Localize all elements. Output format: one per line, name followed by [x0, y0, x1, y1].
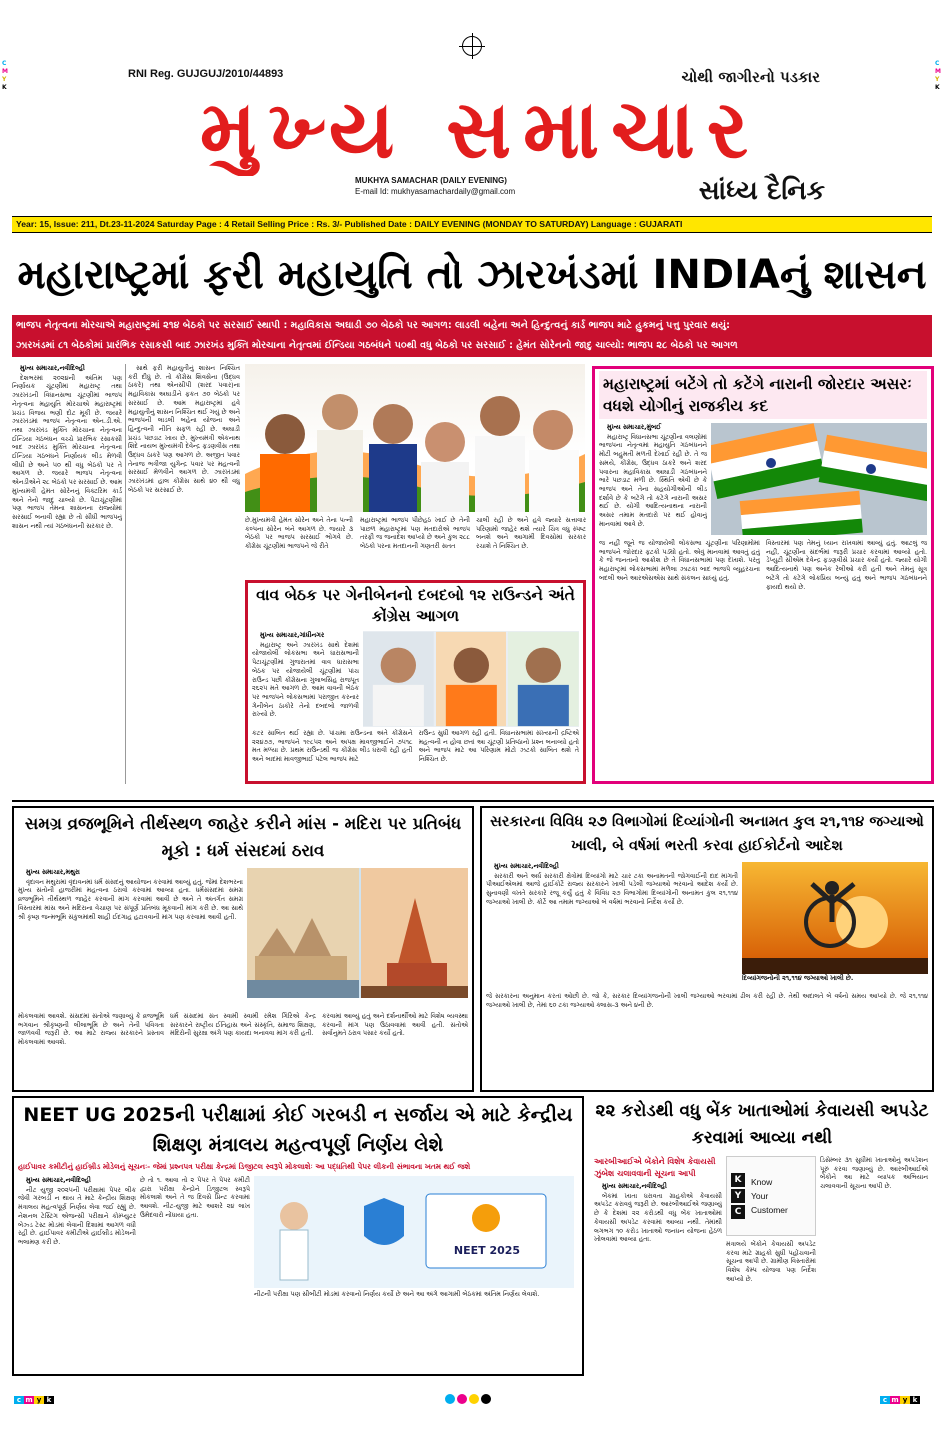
maharashtra-yogi-box: [592, 366, 934, 784]
braj-col-1: મોકલવામાં આવશે. સંસદમાં સંતોએ જણાવ્યું કે વ્રજભૂમિ ભગવાન શ્રીકૃષ્ણની લીલાભૂમિ છે અને તેની પવિત્રતા જાળવવી જરૂરી છે. આ માટે રાજ્ય સરકારને પ્રસ્તાવ મોકલવામાં આવશે.: [18, 1012, 164, 1047]
kyc-strap: આરબીઆઈએ બેંકોને વિશેષ કેવાયસી ઝુંબેશ ચલાવવાની સૂચના આપી: [594, 1157, 716, 1178]
registration-mark-left: C M Y K: [2, 60, 8, 91]
disability-body: સરકારી અને અર્ધ સરકારી ક્ષેત્રોમાં દિવ્યાંગો માટે ચાર ટકા અનામતની જોગવાઈની દાદ માંગતી પીઆઈએલમાં આજે હાઈકોર્ટે રાજ્ય સરકારને ખાલી પડેલી જગ્યાઓ ભરવાનો આદેશ કર્યો છે. સુનાવણી વખતે સરકારે રજૂ કર્યું હતું કે વિવિધ ૨૭ વિભાગોમાં દિવ્યાંગોની અનામત કુલ ૨૧,૧૧૪ જગ્યાઓ ખાલી છે. કોર્ટે આ તમામ જગ્યાઓ બે વર્ષમાં ભરવાનો નિર્દેશ કર્યો છે.: [486, 871, 738, 906]
registration-mark-right: C M Y K: [935, 60, 941, 91]
neet-logo-text: NEET 2025: [453, 1244, 521, 1257]
masthead-email: E-mail Id: mukhyasamachardaily@gmail.com: [355, 187, 516, 196]
kyc-story-box: [590, 1096, 934, 1376]
flags-rally-photo: [711, 423, 927, 535]
disability-dateline: મુખ્ય સમાચાર,નવીદિલ્હી: [494, 862, 559, 870]
kyc-graphic: [726, 1156, 816, 1236]
maha-box-col-1: જ નહીં જૂને જ યોજાયેલી લોકસભા ચૂંટણીના પરિણામોમાં ભાજપને જોરદાર ફટકો પડ્યો હતો. એવું માનવામાં આવતું હતું કે જે જનતાનો આક્રોશ છે તે વિધાનસભામાં પણ દેખાશે. પરંતુ મહારાષ્ટ્રમાં લોકસભામાં મળેલા ઝાટકા બાદ ભાજપે વ્યૂહરચના બદલી અને આરએસએસ સાથે સંકલન સાધ્યું હતું.: [599, 539, 760, 582]
vav-col-1: કટર સાબિત થઈ રહ્યા છે. પાંચમા રાઉન્ડના અંતે કોંગ્રેસને ૨૨૪૭૭, ભાજપને ૧૯૮૫૨ અને અપક્ષ માવજીભાઈને ૭૫૧૮ મત મળ્યા છે. પ્રથમ રાઉન્ડથી જ કોંગ્રેસ લીડ ધરાવી રહી હતી અને બાદમાં માવજીભાઈ પટેલ ભાજપ માટે: [252, 729, 413, 764]
braj-body: વૃંદાવન મથુરામાં વૃંદાવનમાં ધર્મ સંસદનું આયોજન કરવામાં આવ્યું હતું. જેમાં દેશભરના મુખ્ય સંતોની હાજરીમાં મહત્વના ઠરાવો કરવામાં આવ્યા હતા. ધર્મસંસદમાં સમગ્ર વ્રજભૂમિને તીર્થસ્થળ જાહેર કરવાની માંગ કરવામાં આવી છે અને તે અંતર્ગત સમગ્ર વિસ્તારમાં માંસ અને મદિરાના વેચાણ પર સંપૂર્ણ પ્રતિબંધ મૂકવાની માંગ કરી છે. આ સાથે શ્રી કૃષ્ણ જન્મભૂમિ સંકુલમાંથી શાહી ઈદગાહ હટાવવાની માંગ પણ કરવામાં આવી હતી.: [18, 877, 243, 921]
masthead-evening: સાંધ્ય દૈનિક: [698, 176, 825, 206]
kyc-letter-y: Y: [731, 1189, 745, 1203]
lead-photo-text-2: મહારાષ્ટ્રમાં ભાજપ પીછેહઠ ખાઈ છે તેની પાછળ મહારાષ્ટ્રમાં પણ મતદારોએ ભાજપ તરફી જ જનાદેશ આપ્યો છે અને કુલ ૨૮૮ બેઠકો પરના મતદાનની ગણતરી સતત: [360, 516, 470, 551]
masthead-english-name: MUKHYA SAMACHAR (DAILY EVENING): [355, 176, 507, 185]
neet-dateline: મુખ્ય સમાચાર,નવીદિલ્હી: [26, 1176, 91, 1184]
issue-info-bar: Year: 15, Issue: 211, Dt.23-11-2024 Saturday Page : 4 Retail Selling Price : Rs. 3/- Published Date : DAILY EVENING (MONDAY TO SATURDAY) Language : GUJARATI: [12, 216, 932, 233]
vav-dateline: મુખ્ય સમાચાર,ગાંધીનગર: [260, 631, 325, 639]
kyc-headline: ૨૨ કરોડથી વધુ બેંક ખાતાઓમાં કેવાયસી અપડેટ કરવામાં આવ્યા નથી: [595, 1101, 929, 1148]
lead-column-2: [128, 364, 240, 784]
cmyk-strip-left: c m y k: [14, 1396, 54, 1404]
maha-box-headline: મહારાષ્ટ્રમાં બટેંગે તો કટેંગે નારાની જોરદાર અસરઃ વધશે યોગીનું રાજકીય કદ: [599, 371, 927, 419]
kyc-letter-c: C: [731, 1205, 745, 1219]
lead-strap-2: ઝારખંડમાં ૮૧ બેઠકોમાં પ્રારંભિક રસાકસી બાદ ઝારખંડ મુક્તિ મોરચાના નેતૃત્વમાં ઈન્ડિયા ગઠબંધને ૫૦થી વધુ બેઠકો પર સરસાઈ : હેમંત સોરેનનો જાદુ ચાલ્યો: ભાજપ ૨૮ બેઠકો પર આગળ: [16, 340, 738, 351]
neet-strap: હાઈપાવર કમીટીનું હાઈબ્રીડ મોડેલનું સૂચનઃ- જેમાં પ્રશ્નપત્ર પરીક્ષા કેન્દ્રમાં ડિજીટલ સ્વરૂપે મોકલાશેઃ આ પદ્ધતિથી પેપર લીકની સંભાવના ખતમ થઈ જશે: [18, 1162, 471, 1171]
neet-col-2: નીટની પરીક્ષા પણ સીબીટી મોડમાં કરવાનો નિર્ણય કર્યો છે અને આ અંગે આગામી બેઠકમાં અંતિમ નિર્ણય લેવાશે.: [254, 1290, 540, 1298]
kyc-letter-k: K: [731, 1173, 745, 1187]
rni-number: RNI Reg. GUJGUJ/2010/44893: [128, 68, 284, 80]
braj-col-2: ધર્મ સંસદમાં સંત સ્વામી સ્વામી રમેશ ગિરિએ કેન્દ્ર સરકારને રાષ્ટ્રીય ઈતિહાસ અને સંસ્કૃતિ, સમાજ શિક્ષણ, મંદિરોની સુરક્ષા અંગે પણ કાયદા બનાવવા માંગ કરી હતી.: [170, 1012, 316, 1038]
kyc-word-know: Know: [751, 1177, 773, 1187]
vav-seat-box: [245, 580, 586, 784]
braj-story-box: [12, 806, 474, 1092]
masthead-title: મુખ્ય સમાચાર: [199, 84, 761, 176]
masthead-tagline: ચોથી જાગીરનો પડકાર: [681, 68, 820, 86]
braj-dateline: મુખ્ય સમાચાર,મથુરા: [26, 868, 80, 876]
vav-candidates-photo: [363, 631, 579, 727]
kyc-word-customer: Customer: [751, 1205, 788, 1215]
disability-headline: સરકારના વિવિધ ૨૭ વિભાગોમાં દિવ્યાંગોની અનામત કુલ ૨૧,૧૧૪ જગ્યાઓ ખાલી, બે વર્ષમાં ભરતી કરવા હાઈકોર્ટનો આદેશ: [490, 814, 924, 854]
braj-col-3: કરવામાં આવ્યું હતું અને દર્શનાર્થીઓ માટે વિશેષ વ્યવસ્થા કરવાની માંગ પણ ઉઠાવવામાં આવી હતી. સંતોએ સર્વાનુમતે ઠરાવ પસાર કર્યો હતો.: [322, 1012, 468, 1038]
kyc-word-your: Your: [751, 1191, 769, 1201]
kyc-body: બેંકમાં ખાતા ધરાવતા ગ્રાહકોએ કેવાયસી અપડેટ કરાવવું જરૂરી છે. આરબીઆઈએ જણાવ્યું છે કે દેશમાં ૨૨ કરોડથી વધુ બેંક ખાતાઓમાં કેવાયસી અપડેટ કરવામાં આવ્યા નથી. તેમાંથી લગભગ ૧૦ કરોડ ખાતાઓ જનધન યોજના હેઠળ ખોલવામાં આવ્યા હતા.: [594, 1191, 722, 1244]
maha-box-col-2: વિસ્તારમાં પણ તેમનું ધ્યાન રાખવામાં આવ્યું હતું. આટલું જ નહીં, ચૂંટણીના સંદર્ભમાં જરૂરી પ્રચાર કરવામાં આવ્યો હતો. ડેપ્યુટી સીએમ દેવેન્દ્ર ફડણવીસે પ્રચાર કર્યો હતો. જ્યારે યોગી આદિત્યનાથે પણ અનેક રેલીઓ કરી હતી અને તેમનું સૂત્ર બટેંગે તો કટેંગે લોકપ્રિય બન્યું હતું અને ભાજપ ગઠબંધનને ફાયદો થયો છે.: [766, 539, 927, 591]
lead-politicians-photo: [245, 364, 585, 512]
neet-headline: NEET UG 2025ની પરીક્ષામાં કોઈ ગરબડી ન સર્જાય એ માટે કેન્દ્રીય શિક્ષણ મંત્રાલય મહત્વપૂર્ણ નિર્ણય લેશે: [23, 1104, 573, 1156]
maha-box-body: મહારાષ્ટ્ર વિધાનસભા ચૂંટણીના વલણોમાં ભાજપના નેતૃત્વમાં મહાયુતિ ગઠબંધનને મોટી બહુમતી મળતી દેખાઈ રહી છે. તે જ સમયે, કોંગ્રેસ, ઉદ્ધવ ઠાકરે અને શરદ પવારના મહાવિકાસ આઘાડી ગઠબંધનને ભારે પછડાટ મળી છે. સ્થિતિ એવી છે કે ભાજપ અને તેના સહયોગીઓની લીડ દર્શાવે છે કે બટેંગે તો કટેંગે નારાની અસર થઈ છે. યોગી આદિત્યનાથના નારાની અસર તમામ મતદારો પર થઈ હોવાનું માનવામાં આવે છે.: [599, 432, 707, 528]
kyc-col-1: મંત્રાલયે બેંકોને કેવાયસી અપડેટ કરવા માટે ગ્રાહકો સુધી પહોંચવાની સૂચના આપી છે. ગ્રામીણ વિસ્તારોમાં વિશેષ કેમ્પ યોજવા પણ નિર્દેશ આપ્યો છે.: [726, 1240, 816, 1283]
disability-story-box: [480, 806, 934, 1092]
neet-illustration: [254, 1176, 574, 1288]
kyc-dateline: મુખ્ય સમાચાર,નવીદિલ્હી: [602, 1182, 667, 1190]
lead-strap-box: [12, 315, 932, 357]
neet-story-box: [12, 1096, 584, 1376]
lead-column-1: [12, 364, 122, 784]
lead-headline: મહારાષ્ટ્રમાં ફરી મહાયુતિ તો ઝારખંડમાં INDIAનું શાસન: [17, 252, 927, 298]
vav-headline: વાવ બેઠક પર ગેનીબેનનો દબદબો ૧૨ રાઉન્ડને અંતે કોંગ્રેસ આગળ: [256, 586, 575, 625]
registration-target-icon: [462, 36, 482, 56]
disability-right-text: જે સરકારના અનુમાન કરતાં ઓછી છે. જો કે, સરકાર દિવ્યાંગજનોની ખાલી જગ્યાઓ ભરવામાં ઢીલ કરી રહી છે. તેથી અદાલતે બે વર્ષનો સમય આપ્યો છે. જે ૨૧,૧૧૪ જગ્યાઓ ખાલી છે, તેમાં ૬૦ ટકા જગ્યાઓ ક્લાસ-૩ અને ૪ની છે.: [486, 992, 928, 1009]
disability-photo-caption: દિવ્યાંગજનોની ૨૧,૧૧૪ જગ્યાઓ ખાલી છે.: [742, 974, 854, 982]
lead-body-1: દેશભરમાં ૨૦૨૪ની અંતિમ પણ નિર્ણાયક ચૂંટણીમાં મહારાષ્ટ્ર તથા ઝારખંડની વિધાનસભા ચૂંટણીમાં ભાજપ નેતૃત્વના મહાયુતિ મોરચાએ મહારાષ્ટ્રમાં પ્રચંડ વિજય ભણી દોટ મૂકી છે. જયારે ઝારખંડમાં ભાજપ નેતૃત્વના એન.ડી.એ. તથા ઝારખંડ મુક્તિ મોરચાના નેતૃત્વના ઈન્ડિયા ગઠબંધન વચ્ચે પ્રારંભિક રસાકસી બાદ ઝારખંડ મુક્તિ મોરચાના નેતૃત્વના ઈન્ડિયા ગઠબંધને નિર્ણાયક લીડ મેળવી લીધી છે અને ૫૦ થી વધુ બેઠકો પર તે આગળ છે. જયારે ભાજપ નેતૃત્વના એનડીએને ૨૮ બેઠકો પર સરસાઈ છે. આમ મુખ્યમંત્રી હેમંત સોરેનનું વિક્ટરિમ કાર્ડ અને તેનો જાદુ ચાલ્યો છે. પેટાચૂંટણીમાં પણ ભાજપ તેમના શાસનના રાજ્યોમાં સરસાઈ બનાવી રહ્યા છે તો સીધી ભાજપનું શાસન નથી ત્યાં ગઠબંધનની સરકાર છે.: [12, 373, 122, 530]
cmyk-strip-right: c m y k: [880, 1396, 920, 1404]
lead-photo-text-1: છે.મુખ્યમંત્રી હેમંત સોરેન અને તેના પત્ની કલ્પના સોરેન બંને આગળ છે. જયારે ૩ બેઠકો પર ભાજપ સરસાઈ ભોગવે છે. કોંગ્રેસ ચૂંટણીમાં ભાજપને જે રીતે: [245, 516, 353, 551]
registration-dots: [445, 1394, 491, 1404]
kyc-col-2: ડિસેમ્બર ૩૧ સુધીમાં ખાતાઓનું અપડેશન પૂરું કરવા જણાવ્યું છે. આરબીઆઈએ બેંકોને આ માટે વ્યાપક અભિયાન ચલાવવાની સૂચના આપી છે.: [820, 1156, 928, 1191]
neet-col-1: છે તો ૧. આવા તો ૨ પેપર તે પેપર કમીટી દ્વારા પરીક્ષા કેન્દ્રોને ડિજીટલ સ્વરૂપે મોકલાશે અને તે જ દિવસે પ્રિન્ટ કરવામાં આવશે. નીટ-યુજી માટે આશરે ૨૪ લાખ ઉમેદવારો નોંધાયા હતા.: [140, 1176, 250, 1219]
lead-dateline: મુખ્ય સમાચાર,નવીદિલ્હી: [20, 364, 85, 372]
braj-headline: સમગ્ર વ્રજભૂમિને તીર્થસ્થળ જાહેર કરીને માંસ - મદિરા પર પ્રતિબંધ મૂકો : ધર્મ સંસદમાં ઠરાવ: [24, 814, 462, 860]
maha-dateline: મુખ્ય સમાચાર,મુંબઈ: [607, 423, 662, 431]
braj-temples-photo: [247, 868, 468, 998]
lead-photo-text-3: ચાલી રહી છે અને હવે જ્યારે સત્તાવાર પરિણામો જાહેર થશે ત્યારે ચિત્ર વધુ સ્પષ્ટ બનશે અને આગામી દિવસોમાં સરકાર રચાશે તે નિશ્ચિત છે.: [476, 516, 586, 551]
vav-body: મહારાષ્ટ્ર અને ઝારખંડ સાથે દેશમાં યોજાયેલી લોકસભા અને ધારાસભાની પેટાચૂંટણીમાં ગુજરાતમાં વાવ ધારાસભા બેઠક પર યોજાયેલી ચૂંટણીમાં પાંચ રાઉન્ડ પછી કોંગ્રેસના ગુલાબસિંહ રાજપૂત ૨૬૨૫ મતે આગળ છે. આમ વાવની બેઠક પર ભાજપને લોકસભામાં પરાજીત કરનાર ગેનીબેન ઠાકોરે તેનો દબદબો જાળવી રાખ્યો છે.: [252, 640, 359, 719]
lead-strap-1: ભાજપ નેતૃત્વના મોરચાએ મહારાષ્ટ્રમાં ૨૧૪ બેઠકો પર સરસાઈ સ્થાપી : મહાવિકાસ અઘાડી ૭૦ બેઠકો પર આગળ: લાડલી બહેના અને હિન્દુત્વનું કાર્ડ ભાજપ માટે હુકમનું પત્તુ પુરવાર થયું:: [16, 320, 730, 331]
lead-body-2: સાથે ફરી મહાયુતીનું શાસન નિશ્ચિત કરી દીધું છે. તો કોંગ્રેસ શિવસેના (ઉદ્ધવ ઠાકરે) તથા એનસીપી (શરદ પવાર)ના મહાવિકાસ અઘાડીને ફકત ૭૦ બેઠકો પર સરસાઈ છે. આમ મહારાષ્ટ્રમાં હવે મહાયુતીનું શાસન નિશ્ચિત થઈ ગયું છે અને ભાજપની લાડલી બહેના યોજના અને હિન્દુત્વની નીતિ સફળ રહી છે. અઘાડી પ્રચંડ પછડાટ ખાય છે. મુખ્યમંત્રી એકનાથ શિંદે નાયબ મુખ્યમંત્રી દેવેન્દ્ર ફડણવીસ તથા ઉદ્ધવ ઠાકરે પણ આગળ છે. અજીત પવાર તેનાજ ભત્રીજા યુગેન્દ્ર પવાર પર મહત્વની સરસાઈ મેળવીને આગળ છે. ઝારખંડમાં ઝારખંડમાં હાલ કોંગ્રેસ સાથે ૪૦ થી વધુ બેઠકો પર સરસાઈ છે.: [128, 364, 240, 494]
neet-body: નીટ યુજી ૨૦૨૫ની પરીક્ષામાં પેપર લીક જેવી ગરબડી ન થાય તે માટે કેન્દ્રીય શિક્ષણ મંત્રાલય મહત્વપૂર્ણ નિર્ણય લેવા જઈ રહ્યું છે. નેશનલ ટેસ્ટિંગ એજન્સી પરીક્ષાને કોમ્પ્યુટર બેઝ્ડ ટેસ્ટ મોડમાં લેવાની દિશામાં આગળ વધી રહી છે. હાઈપાવર કમીટીએ હાઈબ્રીડ મોડેલની ભલામણ કરી છે.: [18, 1185, 136, 1246]
wheelchair-silhouette-photo: [742, 862, 928, 974]
vav-col-2: રાઉન્ડ સુધી આગળ રહી હતી. વિધાનસભામાં સંખ્યાની દ્રષ્ટિએ મહત્વની ન હોવા છતાં આ ચૂંટણી પ્રતિષ્ઠાનો પ્રશ્ન બનાવ્યો હતો અને ભાજપ માટે આ પરિણામ મોટો ઝટકો સાબિત થશે તે નિશ્ચિત છે.: [418, 729, 579, 764]
